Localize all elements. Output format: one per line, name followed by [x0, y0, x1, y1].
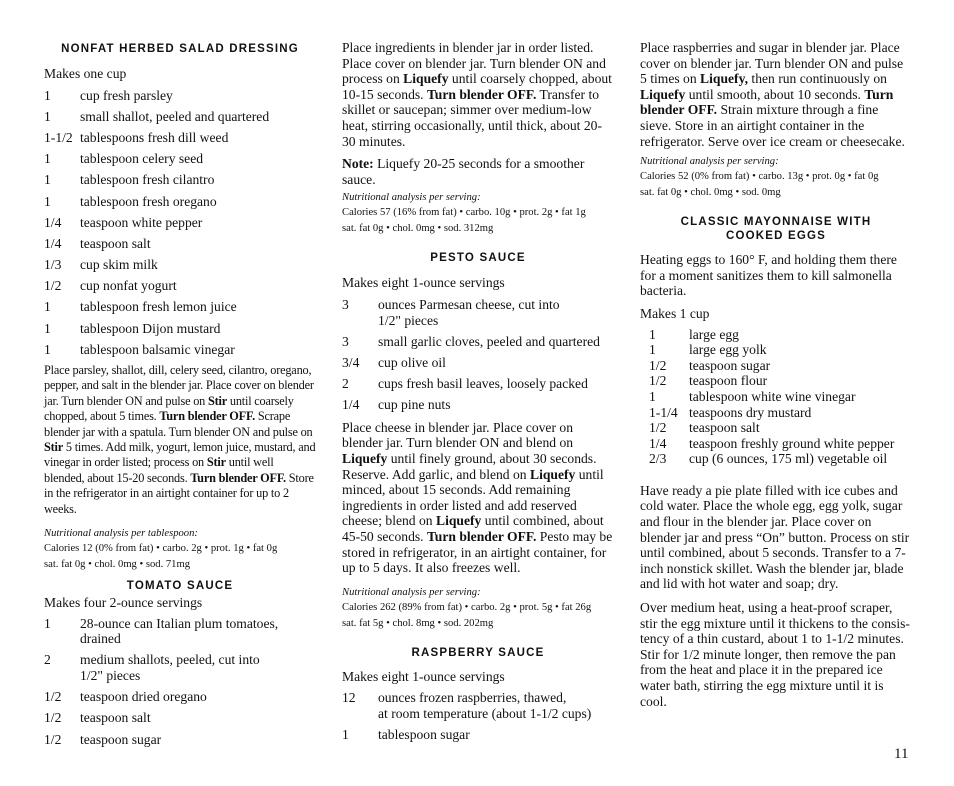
dressing-nutrition-label: Nutritional analysis per tablespoon: — [44, 528, 198, 540]
dir-bold: Stir — [206, 455, 226, 470]
dir-text: until well blended, about 15-20 seconds. — [44, 455, 274, 485]
ingredient-row — [44, 652, 316, 683]
ingredient-row — [44, 321, 316, 337]
recipe-title-dressing: NONFAT HERBED SALAD DRESSING — [61, 43, 299, 55]
dir-text: until coarsely chopped, about 5 times. — [44, 393, 294, 424]
ingredient-row — [342, 376, 614, 392]
ingredient-row — [44, 299, 316, 315]
ingredient-row — [342, 690, 614, 721]
ingredient-text: tablespoon fresh oregano — [80, 193, 217, 209]
ingredient-text: tablespoon sugar — [378, 727, 470, 743]
note-text: Liquefy 20-25 seconds for a smoother sauce. — [342, 156, 585, 187]
note-label: Note: — [342, 156, 374, 172]
ingredient-qty: 1/4 — [649, 435, 667, 451]
ingredient-row — [649, 451, 912, 467]
ingredient-text-cont: 1/2" pieces — [80, 668, 141, 684]
pesto-nutrition-1: Calories 262 (89% from fat) • carbo. 2g • prot. 5g • fat 26g — [342, 601, 592, 613]
raspberry-nutrition-1: Calories 52 (0% from fat) • carbo. 13g • prot. 0g • fat 0g — [640, 171, 879, 183]
ingredient-text: tablespoon white wine vinegar — [689, 388, 856, 404]
ingredient-text: small shallot, peeled and quartered — [80, 108, 270, 124]
mayo-yield: Makes 1 cup — [640, 305, 710, 321]
ingredient-text: tablespoon fresh cilantro — [80, 172, 215, 188]
raspberry-ingredients — [342, 690, 614, 742]
ingredient-qty: 1/4 — [342, 397, 360, 413]
ingredient-text: cup skim milk — [80, 257, 158, 273]
dir-text: then run continuously on — [748, 71, 887, 87]
ingredient-text: small garlic cloves, peeled and quartered — [378, 333, 600, 349]
recipe-title-raspberry: RASPBERRY SAUCE — [411, 646, 545, 659]
ingredient-text: large egg yolk — [689, 342, 767, 358]
ingredient-text: 28-ounce can Italian plum tomatoes, drained — [80, 615, 279, 647]
pesto-nutrition-2: sat. fat 5g • chol. 8mg • sod. 202mg — [342, 617, 494, 629]
ingredient-qty: 1/2 — [44, 689, 62, 705]
dir-bold: Stir — [207, 393, 227, 408]
dir-bold: Liquefy — [403, 71, 449, 87]
ingredient-text: tablespoon fresh lemon juice — [80, 299, 237, 315]
tomato-nutrition-label: Nutritional analysis per serving: — [342, 192, 481, 204]
ingredient-qty: 1 — [44, 151, 51, 167]
dir-text: Pesto may be stored in refrigerator, in an airtight container, for up to 5 days. It also freezes well. — [342, 529, 613, 576]
ingredient-row — [44, 194, 316, 210]
ingredient-text: teaspoon salt — [689, 420, 760, 436]
mayo-title-line-2: COOKED EGGS — [725, 230, 827, 243]
ingredient-row — [342, 397, 614, 413]
ingredient-text: medium shallots, peeled, cut into — [80, 652, 260, 668]
ingredient-qty: 3/4 — [342, 354, 360, 370]
raspberry-nutrition-label: Nutritional analysis per serving: — [640, 156, 779, 168]
ingredient-text: tablespoon celery seed — [80, 151, 204, 167]
ingredient-text: cup pine nuts — [378, 397, 451, 413]
ingredient-qty: 1-1/2 — [44, 129, 73, 145]
pesto-directions — [342, 420, 614, 576]
ingredient-row — [44, 342, 316, 358]
pesto-nutrition-label: Nutritional analysis per serving: — [342, 586, 481, 598]
ingredient-text: teaspoon salt — [80, 710, 151, 726]
ingredient-row — [342, 727, 614, 743]
ingredient-text: teaspoon sugar — [80, 731, 162, 747]
ingredient-text: cup nonfat yogurt — [80, 278, 177, 294]
tomato-ingredients — [44, 616, 316, 748]
raspberry-nutrition-2: sat. fat 0g • chol. 0mg • sod. 0mg — [640, 187, 781, 199]
ingredient-text: cups fresh basil leaves, loosely packed — [378, 376, 588, 392]
dir-bold: Liquefy — [640, 86, 686, 102]
ingredient-row — [44, 710, 316, 726]
ingredient-row — [342, 355, 614, 371]
dir-bold: Stir — [44, 440, 64, 455]
ingredient-row — [44, 689, 316, 705]
dressing-nutrition-1: Calories 12 (0% from fat) • carbo. 2g • prot. 1g • fat 0g — [44, 543, 278, 555]
dir-text: Place raspberries and sugar in blender jar. Place cover on blender jar. Turn blender ON and pulse 5 times on — [640, 40, 904, 87]
dir-bold: Turn blender OFF. — [159, 409, 255, 424]
ingredient-qty: 2 — [342, 376, 349, 392]
pesto-ingredients — [342, 297, 614, 413]
ingredient-text: cup fresh parsley — [80, 87, 173, 103]
ingredient-qty: 1 — [649, 388, 656, 404]
ingredient-row — [44, 236, 316, 252]
ingredient-qty: 1 — [44, 87, 51, 103]
ingredient-text: ounces frozen raspberries, thawed, — [378, 690, 567, 706]
ingredient-row — [44, 732, 316, 748]
ingredient-row — [44, 88, 316, 104]
dir-bold: Liquefy — [530, 466, 576, 482]
ingredient-text-cont: 1/2" pieces — [378, 312, 439, 328]
ingredient-row — [649, 327, 912, 343]
recipe-title-mayo — [640, 215, 912, 243]
ingredient-text: teaspoons dry mustard — [689, 404, 812, 420]
ingredient-qty: 1/4 — [44, 214, 62, 230]
ingredient-row — [342, 297, 614, 328]
ingredient-qty: 2 — [44, 652, 51, 668]
tomato-nutrition-1: Calories 57 (16% from fat) • carbo. 10g • prot. 2g • fat 1g — [342, 207, 586, 219]
ingredient-qty: 1/2 — [649, 357, 667, 373]
dir-bold: Liquefy — [436, 513, 482, 529]
mayo-intro: Heating eggs to 160° F, and holding them there for a moment sanitizes them to kill salmonella bacteria. — [640, 252, 897, 299]
ingredient-row — [44, 130, 316, 146]
ingredient-row — [649, 342, 912, 358]
raspberry-directions — [640, 40, 912, 149]
tomato-directions — [342, 40, 614, 149]
ingredient-row — [649, 420, 912, 436]
ingredient-qty: 1/2 — [649, 373, 667, 389]
dir-text: Place cheese in blender jar. Place cover on blender jar. Turn blender ON and blend on — [342, 419, 574, 451]
ingredient-qty: 1 — [342, 727, 349, 743]
dir-bold: Liquefy — [342, 451, 388, 467]
ingredient-qty: 1 — [44, 341, 51, 357]
ingredient-qty: 12 — [342, 690, 356, 706]
ingredient-qty: 1/2 — [44, 278, 62, 294]
ingredient-text: teaspoon dried oregano — [80, 689, 207, 705]
ingredient-qty: 3 — [342, 333, 349, 349]
mayo-ingredients — [640, 327, 912, 467]
ingredient-row — [44, 109, 316, 125]
tomato-note — [342, 156, 614, 187]
recipe-title-tomato: TOMATO SAUCE — [126, 580, 234, 593]
dressing-nutrition-2: sat. fat 0g • chol. 0mg • sod. 71mg — [44, 559, 191, 571]
ingredient-text: teaspoon salt — [80, 235, 151, 251]
tomato-nutrition-2: sat. fat 0g • chol. 0mg • sod. 312mg — [342, 223, 494, 235]
ingredient-qty: 1 — [649, 342, 656, 358]
dressing-yield: Makes one cup — [44, 66, 127, 81]
dir-text: until smooth, about 10 seconds. — [685, 86, 865, 102]
ingredient-text: tablespoon Dijon mustard — [80, 320, 221, 336]
ingredient-text: ounces Parmesan cheese, cut into — [378, 296, 560, 312]
dir-bold: Turn blender OFF. — [426, 529, 537, 545]
ingredient-row — [649, 405, 912, 421]
dir-bold: Turn blender OFF. — [640, 86, 894, 118]
ingredient-qty: 3 — [342, 296, 349, 312]
ingredient-text: teaspoon flour — [689, 373, 768, 389]
ingredient-qty: 1 — [44, 320, 51, 336]
dir-text: until combined, about 45-50 seconds. — [342, 513, 604, 545]
ingredient-row — [44, 616, 316, 647]
page-number: 11 — [894, 746, 909, 762]
ingredient-row — [649, 358, 912, 374]
ingredient-row — [649, 436, 912, 452]
dir-text: Transfer to skillet or saucepan; simmer over medium-low heat, stirring occasionally, until thick, about 20-30 minutes. — [342, 86, 602, 149]
ingredient-row — [44, 172, 316, 188]
dir-text: Store in the refrigerator in an airtight container for up to 2 weeks. — [44, 470, 314, 516]
dir-bold: Liquefy, — [700, 71, 749, 87]
ingredient-text: tablespoons fresh dill weed — [80, 129, 229, 145]
dir-text: until coarsely chopped, about 10-15 seconds. — [342, 71, 612, 102]
dressing-directions — [44, 363, 316, 517]
ingredient-qty: 1 — [44, 108, 51, 124]
dressing-ingredients — [44, 88, 316, 358]
ingredient-text-cont: at room temperature (about 1-1/2 cups) — [378, 706, 592, 721]
ingredient-qty: 1 — [44, 299, 51, 315]
ingredient-row — [44, 257, 316, 273]
dir-text: Place parsley, shallot, dill, celery seed, cilantro, oregano, pepper, and salt in the blender jar. Place cover on blender jar. Turn blender ON and pulse on — [44, 363, 314, 408]
dir-text: until minced, about 15 seconds. Add remaining ingredients in order listed and add reserved cheese; blend on — [342, 466, 604, 529]
ingredient-text: cup olive oil — [378, 354, 446, 370]
ingredient-row — [342, 334, 614, 350]
mayo-title-line-1: CLASSIC MAYONNAISE WITH — [680, 216, 872, 229]
ingredient-text: teaspoon sugar — [689, 357, 771, 373]
ingredient-text: teaspoon freshly ground white pepper — [689, 435, 895, 451]
ingredient-qty: 2/3 — [649, 451, 667, 467]
ingredient-text: teaspoon white pepper — [80, 214, 203, 230]
ingredient-text: cup (6 ounces, 175 ml) vegetable oil — [689, 451, 888, 467]
dir-text: until finely ground, about 30 seconds. Reserve. Add garlic, and blend on — [342, 451, 597, 482]
ingredient-qty: 1/3 — [44, 257, 62, 273]
dir-text: 5 times. Add milk, yogurt, lemon juice, mustard, and vinegar in order listed; process on — [44, 440, 316, 470]
ingredient-qty: 1/2 — [44, 710, 62, 726]
tomato-yield: Makes four 2-ounce servings — [44, 595, 203, 611]
raspberry-yield: Makes eight 1-ounce servings — [342, 668, 505, 684]
mayo-directions-2: Over medium heat, using a heat-proof scraper, stir the egg mixture until it thickens to the consistency of a thin custard, about 1 to 1-1/2 minutes. Stir for 1/2 minute longer, then remove the pan from the heat and place it in the prepared ice water bath, stirring the egg mixture until it is cool. — [640, 600, 910, 709]
dir-text: Strain mixture through a fine sieve. Store in an airtight container in the refrigerator. Serve over ice cream or cheesecake. — [640, 102, 905, 149]
mayo-directions-1: Have ready a pie plate filled with ice cubes and cold water. Place the whole egg, egg yolk, sugar and flour in the blender jar. Place cover on blender jar and press “On” button. Process on stir until combined, about 5 seconds. Transfer to a 7-inch nonstick skillet. Wash the blender jar, blade and lid with hot water and soap; dry. — [640, 482, 910, 592]
ingredient-qty: 1 — [649, 326, 656, 342]
dir-bold: Turn blender OFF. — [426, 86, 537, 102]
ingredient-qty: 1/2 — [44, 731, 62, 747]
ingredient-row — [44, 151, 316, 167]
dir-text: Scrape blender jar with a spatula. Turn blender ON and pulse on — [44, 409, 313, 439]
ingredient-text: large egg — [689, 326, 739, 342]
dir-bold: Turn blender OFF. — [190, 470, 286, 485]
ingredient-text: tablespoon balsamic vinegar — [80, 341, 235, 357]
ingredient-row — [44, 278, 316, 294]
ingredient-row — [649, 373, 912, 389]
ingredient-qty: 1/2 — [649, 420, 667, 436]
pesto-yield: Makes eight 1-ounce servings — [342, 275, 505, 291]
column-3 — [640, 40, 912, 709]
ingredient-qty: 1 — [44, 193, 51, 209]
ingredient-qty: 1/4 — [44, 235, 62, 251]
ingredient-qty: 1 — [44, 615, 51, 631]
ingredient-row — [44, 215, 316, 231]
column-1 — [44, 40, 316, 747]
dir-text: Place ingredients in blender jar in order listed. Place cover on blender jar. Turn blender ON and process on — [342, 40, 606, 87]
ingredient-qty: 1-1/4 — [649, 404, 678, 420]
ingredient-row — [649, 389, 912, 405]
column-2 — [342, 40, 614, 743]
ingredient-qty: 1 — [44, 172, 51, 188]
recipe-title-pesto: PESTO SAUCE — [430, 252, 526, 265]
